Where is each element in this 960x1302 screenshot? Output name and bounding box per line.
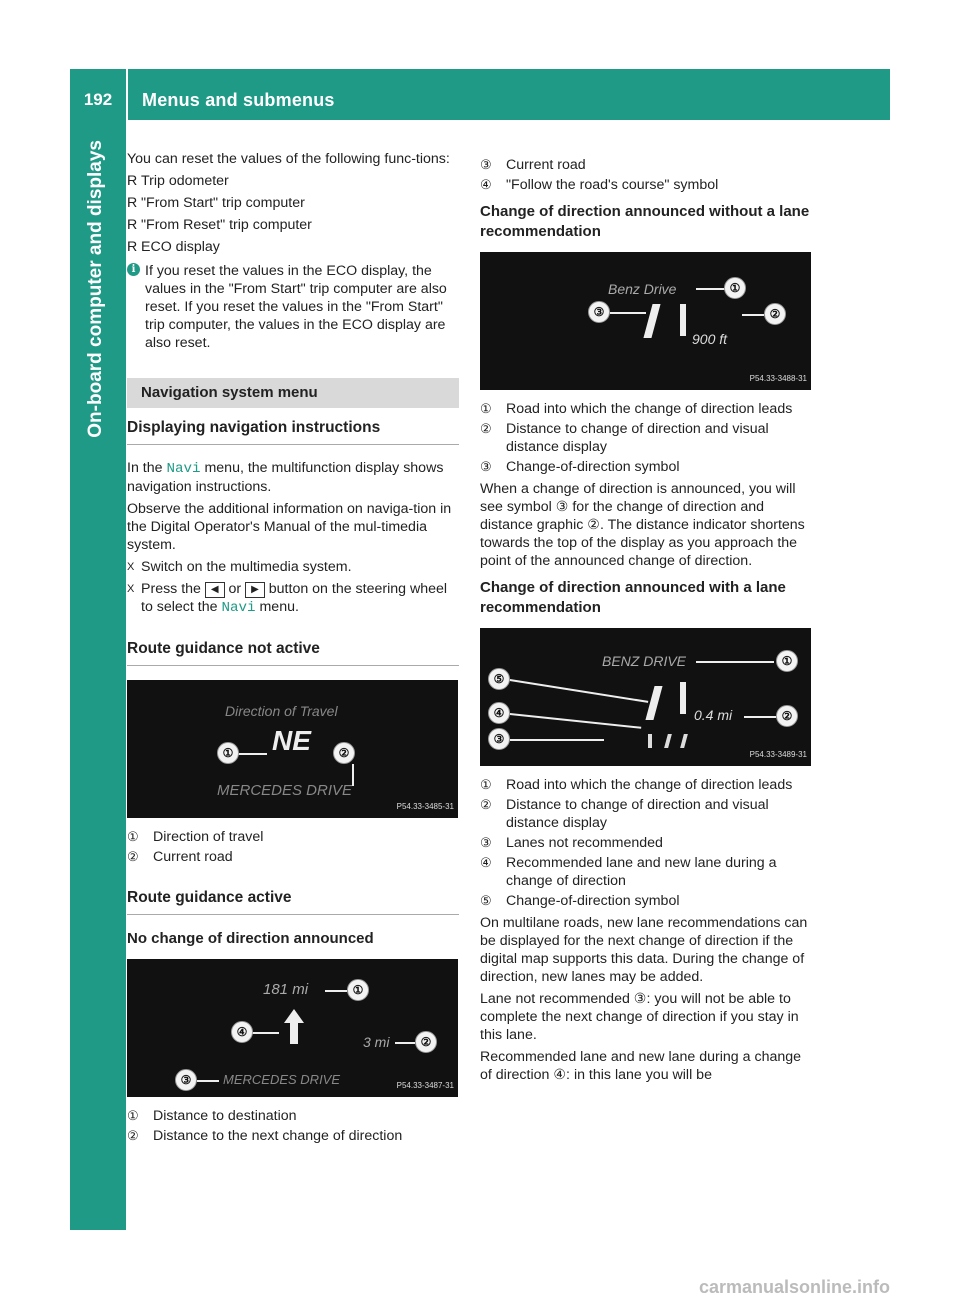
image-distance-text: 3 mi — [363, 1034, 390, 1050]
image-road-text: MERCEDES DRIVE — [223, 1072, 341, 1087]
callout-line — [237, 753, 267, 755]
legend-item — [127, 1107, 459, 1125]
left-column — [127, 150, 459, 1147]
image-caption: Direction of Travel — [225, 703, 338, 719]
text: In the — [127, 460, 163, 476]
no-change-title: No change of direction announced — [127, 930, 374, 947]
callout-5: ⑤ — [488, 668, 510, 690]
bullet-text: "From Reset" trip computer — [141, 217, 312, 233]
callout-4: ④ — [488, 702, 510, 724]
legend-number: ① — [480, 777, 492, 792]
callout-1: ① — [217, 742, 239, 764]
right-arrow-key-icon: ▶ — [245, 582, 265, 598]
legend-item — [127, 848, 459, 866]
display-image-change-no-lane — [480, 252, 811, 390]
change-no-lane-title: Change of direction announced without a lane recommendation — [480, 203, 810, 240]
legend-number: ③ — [480, 835, 492, 850]
legend-item — [480, 458, 812, 476]
bullet-icon: R — [127, 239, 138, 255]
image-code: P54.33-3489-31 — [749, 750, 807, 759]
legend-item — [480, 796, 812, 832]
step-item — [127, 580, 459, 617]
callout-line — [510, 739, 604, 741]
legend-number: ② — [480, 421, 492, 436]
info-icon: i — [127, 263, 140, 276]
callout-line — [510, 713, 641, 729]
callout-1: ① — [724, 277, 746, 299]
legend-number: ② — [480, 797, 492, 812]
bullet-text: Trip odometer — [141, 173, 229, 189]
distance-bar — [680, 304, 686, 336]
page-header — [70, 69, 890, 120]
legend-number: ⑤ — [480, 893, 492, 908]
callout-line — [696, 288, 726, 290]
straight-arrow-icon — [284, 1009, 304, 1023]
intro-text: You can reset the values of the following func-tions: — [127, 151, 450, 167]
callout-line — [325, 990, 347, 992]
page-title: Menus and submenus — [142, 90, 335, 110]
legend-item — [480, 892, 812, 910]
header-divider — [126, 69, 128, 120]
callout-4: ④ — [231, 1021, 253, 1043]
legend-text: Recommended lane and new lane during a change of direction — [506, 855, 777, 889]
callout-line — [352, 764, 354, 786]
legend-text: "Follow the road's course" symbol — [506, 177, 719, 193]
info-note — [127, 262, 459, 352]
bullet-item — [127, 194, 459, 212]
legend-item — [480, 834, 812, 852]
legend-item — [127, 828, 459, 846]
callout-3: ③ — [588, 301, 610, 323]
legend-text: Distance to change of direction and visual distance display — [506, 421, 769, 455]
legend-text: Change-of-direction symbol — [506, 459, 680, 475]
info-text: If you reset the values in the ECO display, the values in the "From Start" trip computer are also reset. If you reset the values in the "From Start" trip computer, the values in the ECO display are also reset. — [145, 263, 447, 351]
legend-number: ② — [127, 1128, 139, 1143]
legend-number: ② — [127, 849, 139, 864]
legend-text: Distance to the next change of direction — [153, 1128, 403, 1144]
navi-menu-label: Navi — [166, 461, 201, 477]
callout-2: ② — [415, 1031, 437, 1053]
bullet-icon: R — [127, 195, 138, 211]
paragraph: Recommended lane and new lane during a change of direction ④: in this lane you will be — [480, 1049, 802, 1083]
callout-line — [742, 314, 764, 316]
lane-icon — [648, 734, 652, 748]
image-direction-text: NE — [272, 725, 311, 756]
callout-line — [744, 716, 776, 718]
footer-watermark: carmanualsonline.info — [698, 1277, 890, 1297]
step-item — [127, 558, 459, 576]
image-distance-text: 0.4 mi — [694, 707, 733, 723]
bullet-item — [127, 216, 459, 234]
step-arrow-icon: X — [127, 583, 135, 595]
image-code: P54.33-3485-31 — [396, 802, 454, 811]
image-distance-text: 181 mi — [263, 981, 309, 998]
legend-number: ④ — [480, 855, 492, 870]
bullet-item — [127, 238, 459, 256]
lane-icon — [664, 734, 672, 748]
callout-line — [696, 661, 774, 663]
callout-line — [510, 679, 649, 703]
callout-1: ① — [776, 650, 798, 672]
legend-text: Current road — [153, 849, 233, 865]
callout-line — [610, 312, 646, 314]
step-text: button on the steering wheel to select the — [141, 581, 448, 615]
route-guidance-not-active-title: Route guidance not active — [127, 639, 459, 666]
paragraph: Observe the additional information on naviga-tion in the Digital Operator's Manual of the mul-timedia system. — [127, 501, 452, 553]
image-road-text: MERCEDES DRIVE — [217, 782, 353, 799]
distance-bar — [680, 682, 686, 714]
legend-number: ③ — [480, 157, 492, 172]
image-road-text: Benz Drive — [608, 281, 677, 297]
legend-item — [480, 420, 812, 456]
legend-item — [480, 776, 812, 794]
chapter-sidebar — [70, 120, 126, 1230]
step-text: Switch on the multimedia system. — [141, 559, 352, 575]
right-column — [480, 156, 812, 1088]
bullet-icon: R — [127, 217, 138, 233]
paragraph: On multilane roads, new lane recommendations can be displayed for the next change of direction if the digital map supports this data. During the change of direction, new lanes may be added. — [480, 915, 808, 985]
step-text: or — [228, 581, 242, 597]
arrow-stem — [290, 1022, 298, 1044]
legend-item — [480, 400, 812, 418]
legend-item — [127, 1127, 459, 1145]
callout-2: ② — [764, 303, 786, 325]
legend-number: ① — [480, 401, 492, 416]
legend-number: ④ — [480, 177, 492, 192]
legend-text: Lanes not recommended — [506, 835, 663, 851]
callout-2: ② — [333, 742, 355, 764]
legend-number: ① — [127, 829, 139, 844]
step-text: menu. — [259, 599, 299, 615]
legend-text: Road into which the change of direction leads — [506, 777, 793, 793]
legend-text: Change-of-direction symbol — [506, 893, 680, 909]
legend-text: Distance to destination — [153, 1108, 297, 1124]
display-image-no-change — [127, 959, 458, 1097]
lane-icon — [680, 734, 688, 748]
callout-3: ③ — [488, 728, 510, 750]
chapter-title: On-board computer and displays — [85, 140, 106, 438]
legend-number: ① — [127, 1108, 139, 1123]
callout-line — [197, 1080, 219, 1082]
callout-line — [395, 1042, 415, 1044]
bullet-text: ECO display — [141, 239, 220, 255]
image-road-text: BENZ DRIVE — [602, 653, 687, 669]
left-arrow-key-icon: ◀ — [205, 582, 225, 598]
legend-text: Direction of travel — [153, 829, 264, 845]
turn-arrow-icon — [643, 304, 660, 338]
text: menu, the multifunction display shows navigation instructions. — [127, 460, 444, 495]
display-image-direction — [127, 680, 458, 818]
subsection-title: Displaying navigation instructions — [127, 418, 459, 445]
image-distance-text: 900 ft — [692, 331, 728, 347]
navi-menu-label: Navi — [221, 600, 256, 616]
legend-text: Current road — [506, 157, 586, 173]
image-code: P54.33-3487-31 — [396, 1081, 454, 1090]
change-lane-title: Change of direction announced with a lane recommendation — [480, 579, 786, 616]
legend-item — [480, 156, 812, 174]
turn-arrow-icon — [645, 686, 662, 720]
callout-2: ② — [776, 705, 798, 727]
bullet-item — [127, 172, 459, 190]
callout-1: ① — [347, 979, 369, 1001]
section-title: Navigation system menu — [127, 378, 459, 408]
legend-item — [480, 176, 812, 194]
route-guidance-active-title: Route guidance active — [127, 888, 459, 915]
paragraph: When a change of direction is announced, you will see symbol ③ for the change of direction and distance graphic ②. The distance indicator shortens towards the top of the display as you approach the point of the announced change of direction. — [480, 481, 805, 569]
bullet-text: "From Start" trip computer — [141, 195, 305, 211]
paragraph: Lane not recommended ③: you will not be able to complete the next change of direction if you stay in this lane. — [480, 991, 799, 1043]
legend-text: Road into which the change of direction leads — [506, 401, 793, 417]
bullet-icon: R — [127, 173, 138, 189]
display-image-change-lane — [480, 628, 811, 766]
page-number: 192 — [83, 90, 113, 109]
step-text: Press the — [141, 581, 201, 597]
legend-text: Distance to change of direction and visual distance display — [506, 797, 769, 831]
legend-number: ③ — [480, 459, 492, 474]
image-code: P54.33-3488-31 — [749, 374, 807, 383]
callout-line — [251, 1032, 279, 1034]
navi-paragraph — [127, 459, 459, 496]
legend-item — [480, 854, 812, 890]
callout-3: ③ — [175, 1069, 197, 1091]
step-arrow-icon: X — [127, 561, 135, 573]
